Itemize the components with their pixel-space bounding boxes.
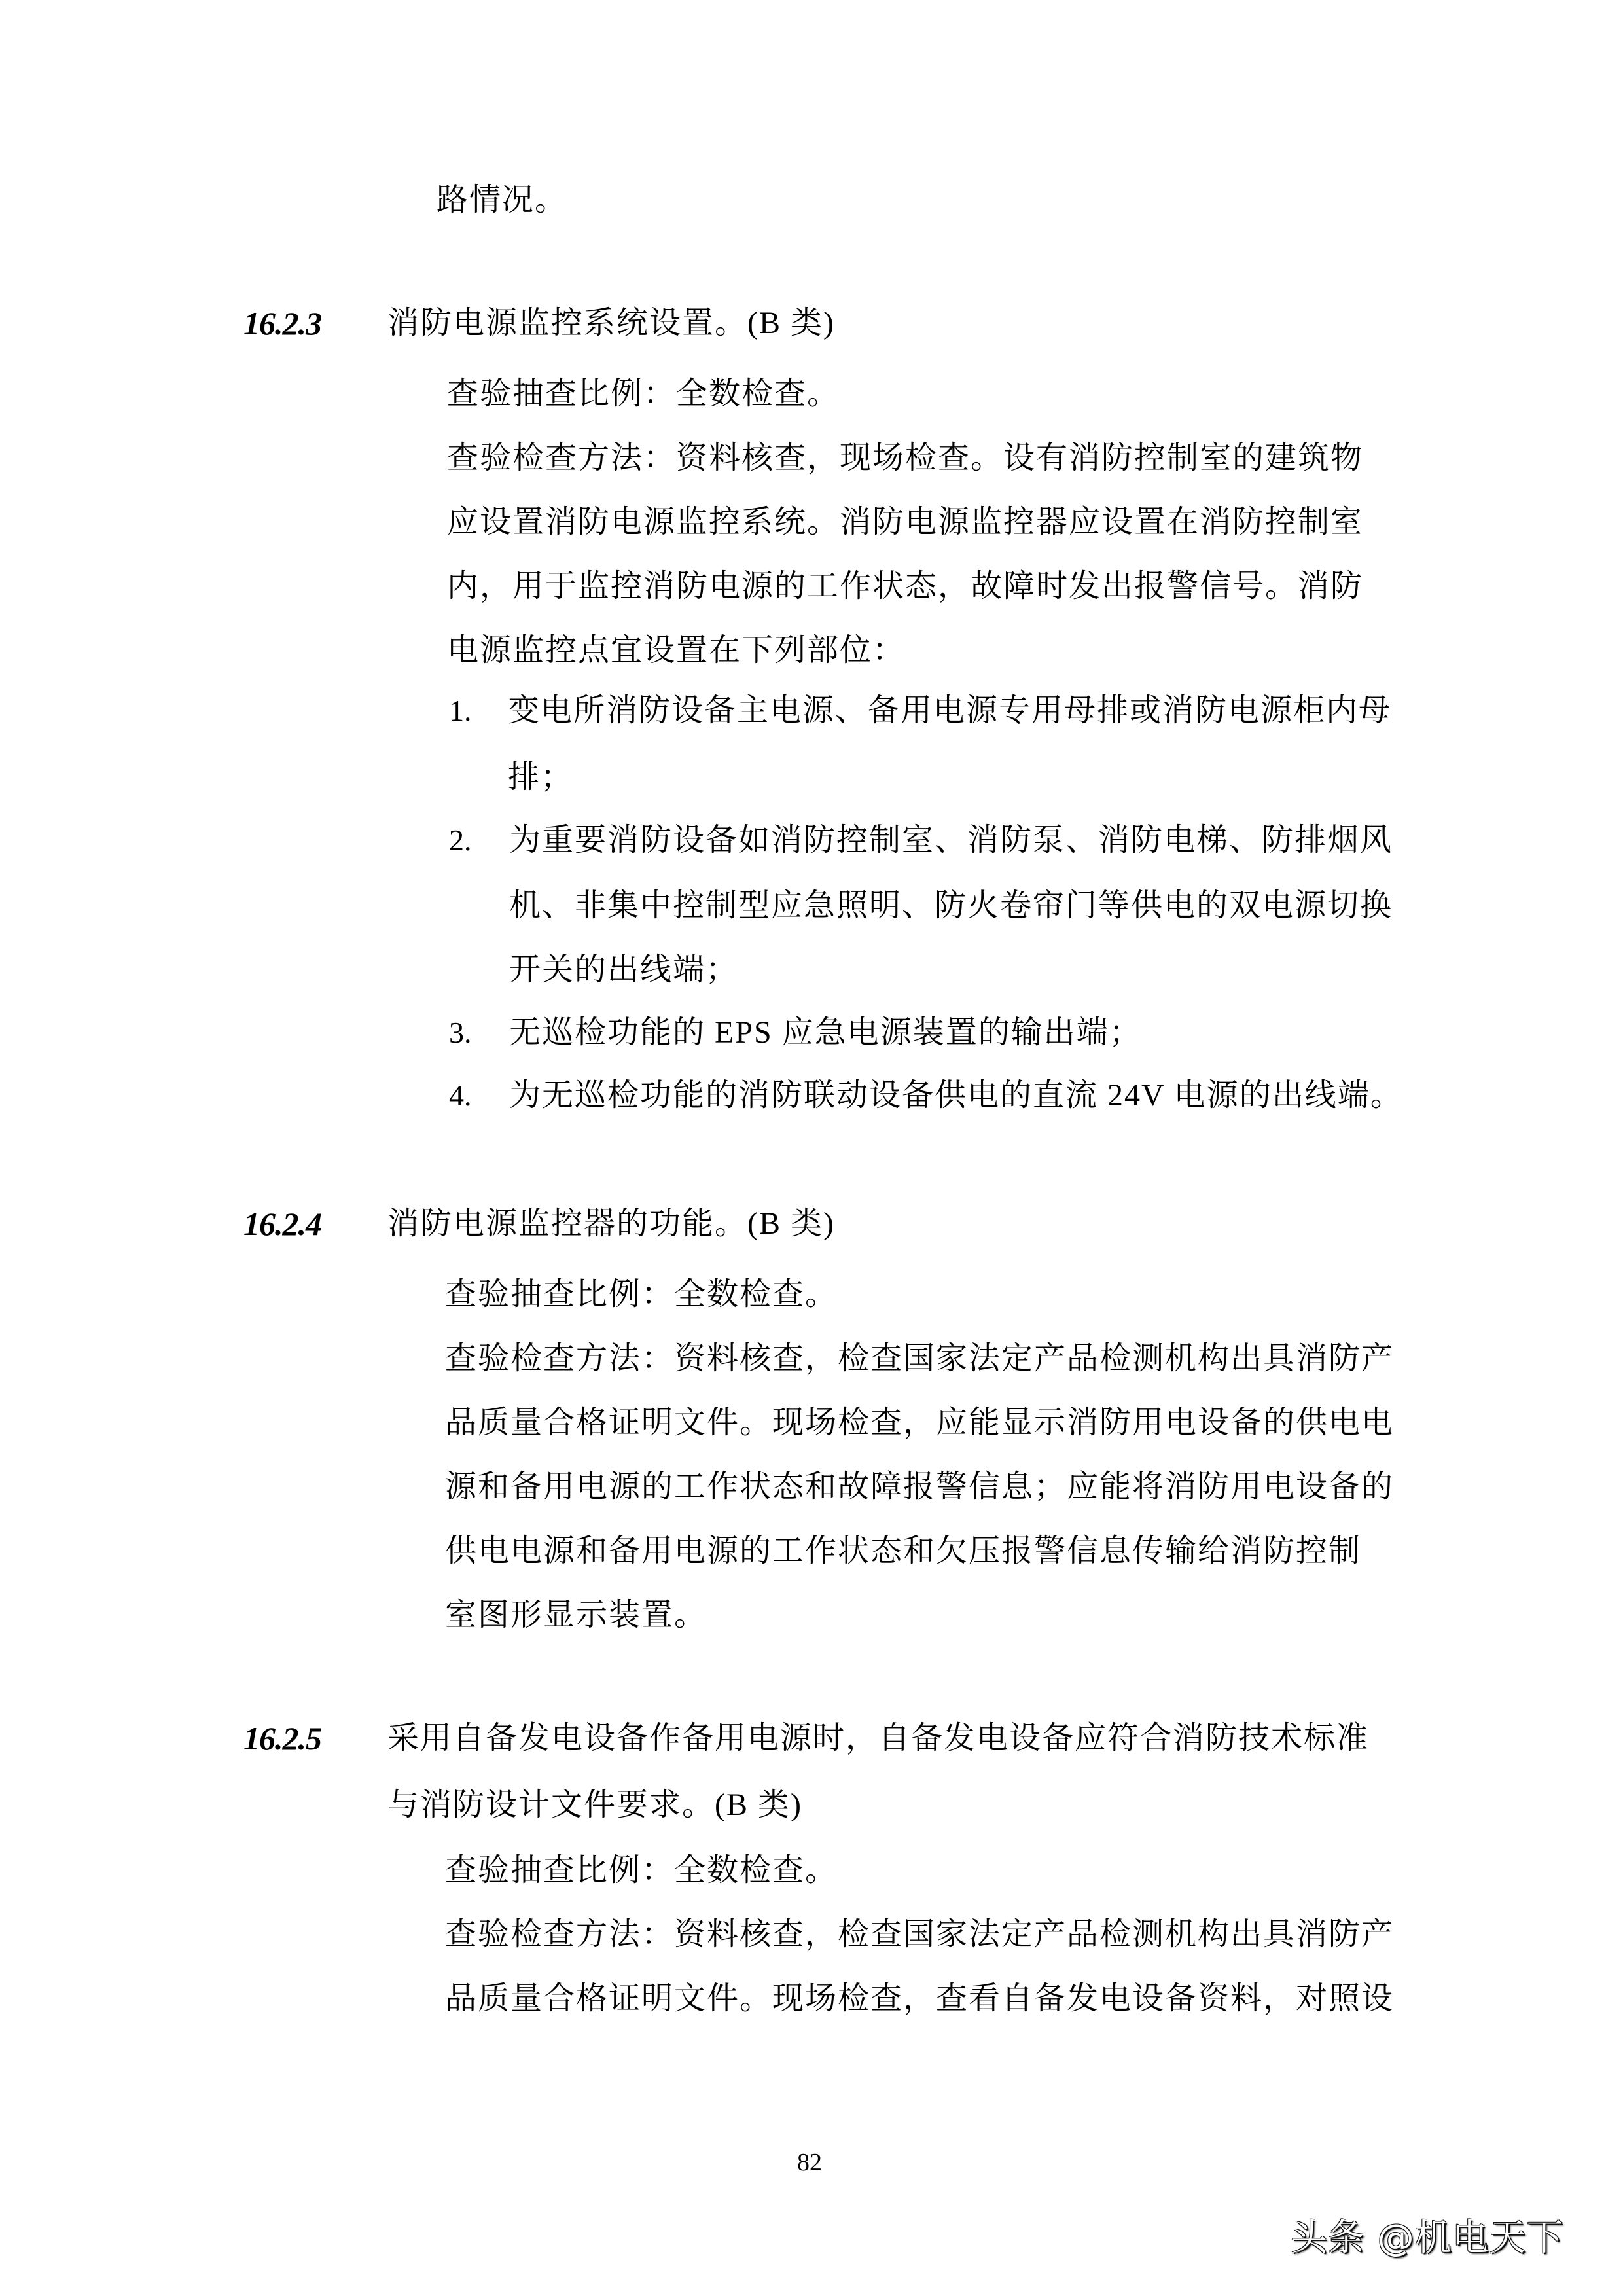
section-title: 采用自备发电设备作备用电源时，自备发电设备应符合消防技术标准 (387, 1721, 1370, 1755)
list-text: 排； (508, 760, 574, 795)
list-text: 无巡检功能的 EPS 应急电源装置的输出端； (509, 1015, 1142, 1050)
inspection-method-line: 品质量合格证明文件。现场检查，应能显示消防用电设备的供电电 (445, 1405, 1395, 1440)
continuation-text: 路情况。 (437, 183, 568, 217)
inspection-method-line: 电源监控点宜设置在下列部位： (447, 633, 906, 668)
list-number: 1. (449, 694, 472, 727)
inspection-method-line: 查验检查方法：资料核查，检查国家法定产品检测机构出具消防产 (445, 1341, 1395, 1376)
inspection-ratio: 查验抽查比例：全数检查。 (445, 1853, 838, 1888)
list-text: 为重要消防设备如消防控制室、消防泵、消防电梯、防排烟风 (509, 823, 1393, 857)
inspection-method-line: 查验检查方法：资料核查，检查国家法定产品检测机构出具消防产 (445, 1917, 1395, 1952)
list-number: 2. (449, 823, 472, 857)
section-title: 消防电源监控器的功能。(B 类) (387, 1206, 835, 1241)
section-number: 16.2.3 (243, 305, 321, 342)
list-text: 变电所消防设备主电源、备用电源专用母排或消防电源柜内母 (508, 693, 1392, 728)
watermark: 头条 @机电天下 (1291, 2217, 1564, 2259)
inspection-method-line: 内，用于监控消防电源的工作状态，故障时发出报警信号。消防 (447, 569, 1364, 603)
inspection-method-line: 源和备用电源的工作状态和故障报警信息；应能将消防用电设备的 (445, 1469, 1395, 1504)
inspection-method-line: 室图形显示装置。 (445, 1598, 707, 1632)
inspection-method-line: 供电电源和备用电源的工作状态和欠压报警信息传输给消防控制 (445, 1534, 1362, 1568)
section-number: 16.2.4 (243, 1206, 321, 1242)
inspection-method-line: 查验检查方法：资料核查，现场检查。设有消防控制室的建筑物 (447, 440, 1364, 475)
list-number: 3. (449, 1016, 472, 1049)
section-title: 消防电源监控系统设置。(B 类) (387, 306, 835, 340)
page-number: 82 (797, 2149, 822, 2176)
list-number: 4. (449, 1079, 472, 1112)
section-title: 与消防设计文件要求。(B 类) (387, 1787, 802, 1822)
list-text: 为无巡检功能的消防联动设备供电的直流 24V 电源的出线端。 (509, 1078, 1403, 1113)
list-text: 机、非集中控制型应急照明、防火卷帘门等供电的双电源切换 (509, 888, 1393, 923)
inspection-ratio: 查验抽查比例：全数检查。 (447, 376, 840, 411)
inspection-ratio: 查验抽查比例：全数检查。 (445, 1277, 838, 1312)
inspection-method-line: 应设置消防电源监控系统。消防电源监控器应设置在消防控制室 (447, 505, 1364, 539)
section-number: 16.2.5 (243, 1720, 321, 1757)
list-text: 开关的出线端； (509, 952, 739, 987)
inspection-method-line: 品质量合格证明文件。现场检查，查看自备发电设备资料，对照设 (445, 1981, 1395, 2016)
